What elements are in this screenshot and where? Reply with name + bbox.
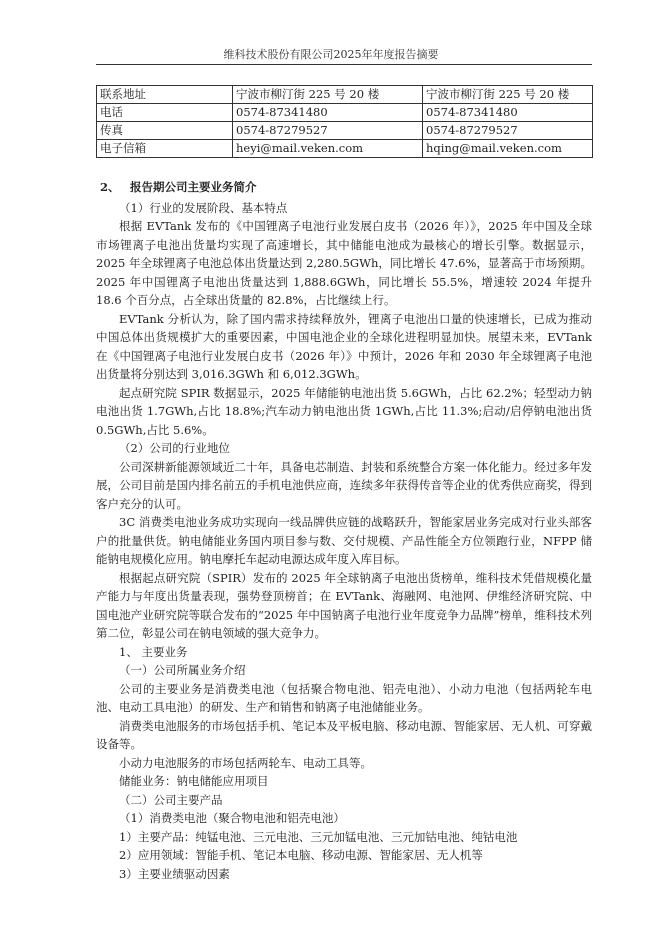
table-row xyxy=(97,140,593,158)
table-cell: 电话 xyxy=(97,104,233,122)
paragraph: 根据起点研究院（SPIR）发布的 2025 年全球钠离子电池出货榜单，维科技术凭借规模化量产能力与年度出货量表现，强势登顶榜首；在 EVTank、海融网、电池网、伊维经济研究院、中国电池产业研究院等联合发布的“2025 年中国钠离子电池行业年度竞争力品牌”榜单，维科技术列第二位，彰显公司在钠电领域的强大竞争力。 xyxy=(96,570,592,640)
paragraph: 公司深耕新能源领域近二十年，具备电芯制造、封装和系统整合方案一体化能力。经过多年发展，公司目前是国内排名前五的手机电池供应商，连续多年获得传音等企业的优秀供应商奖，得到客户充分的认可。 xyxy=(96,459,592,511)
table-cell: heyi@mail.veken.com xyxy=(233,140,423,158)
section-number: 2、 xyxy=(100,180,120,194)
paragraph: 起点研究院 SPIR 数据显示，2025 年储能钠电池出货 5.6GWh，占比 62.2%；轻型动力钠电池出货 1.7GWh,占比 18.8%;汽车动力钠电池出货 1GWh,占比 11.3%;启动/启停钠电池出货 0.5GWh,占比 5.6%。 xyxy=(96,385,592,437)
section-heading xyxy=(96,178,592,197)
subheading-main-business: 1、 主要业务 xyxy=(119,644,188,659)
table-cell: 0574-87279527 xyxy=(233,122,423,140)
paragraph: 公司的主要业务是消费类电池（包括聚合物电池、铝壳电池）、小动力电池（包括两轮车电池、电动工具电池）的研发、生产和销售和钠离子电池储能业务。 xyxy=(96,681,592,714)
table-cell: 0574-87279527 xyxy=(423,122,593,140)
list-item: 1）主要产品：纯锰电池、三元电池、三元加锰电池、三元加钴电池、纯钴电池 xyxy=(119,829,518,844)
paragraph: EVTank 分析认为，除了国内需求持续释放外，锂离子电池出口量的快速增长，已成为推动中国总体出货规模扩大的重要因素，中国电池企业的全球化进程明显加快。展望未来，EVTank 在《中国锂离子电池行业发展白皮书（2026 年）》中预计，2026 年和 2030 年全球锂离子电池出货量将分别达到 3,016.3GWh 和 6,012.3GWh。 xyxy=(96,311,592,381)
paragraph: 3C 消费类电池业务成功实现向一线品牌供应链的战略跃升，智能家居业务完成对行业头部客户的批量供货。钠电储能业务国内项目参与数、交付规模、产品性能全方位领跑行业，NFPP 储能钠电规模化应用。钠电摩托车起动电源达成年度入库目标。 xyxy=(96,515,592,566)
paragraph: 小动力电池服务的市场包括两轮车、电动工具等。 xyxy=(119,755,372,770)
table-cell: 0574-87341480 xyxy=(233,104,423,122)
subheading-products: （二）公司主要产品 xyxy=(119,792,223,807)
table-cell: 宁波市柳汀街 225 号 20 楼 xyxy=(233,86,423,104)
subheading-consumer-battery: （1）消费类电池（聚合物电池和铝壳电池） xyxy=(119,811,345,825)
subheading-business-intro: （一）公司所属业务介绍 xyxy=(119,663,246,677)
table-cell: hqing@mail.veken.com xyxy=(423,140,593,158)
table-cell: 传真 xyxy=(97,122,233,140)
table-cell: 0574-87341480 xyxy=(423,104,593,122)
paragraph: 根据 EVTank 发布的《中国锂离子电池行业发展白皮书（2026 年）》，2025 年中国及全球市场锂离子电池出货量均实现了高速增长，其中储能电池成为最核心的增长引擎。数据显示，2025 年全球锂离子电池总体出货量达到 2,280.5GWh，同比增长 47.6%，显著高于市场预期。2025 年中国锂离子电池出货量达到 1,888.6GWh，同比增长 55.5%，增速较 2024 年提升 18.6 个百分点，占全球出货量的 82.8%，占比继续上行。 xyxy=(96,219,592,307)
paragraph: 储能业务：钠电储能应用项目 xyxy=(119,774,269,788)
subheading-position: （2）公司的行业地位 xyxy=(119,441,230,455)
report-body xyxy=(96,178,592,883)
table-row xyxy=(97,122,593,140)
list-item: 2）应用领域：智能手机、笔记本电脑、移动电源、智能家居、无人机等 xyxy=(119,848,483,862)
table-row xyxy=(97,86,593,104)
paragraph: 消费类电池服务的市场包括手机、笔记本及平板电脑、移动电源、智能家居、无人机、可穿戴设备等。 xyxy=(96,718,592,751)
subheading-industry: （1）行业的发展阶段、基本特点 xyxy=(119,200,288,215)
page-header: 维科技术股份有限公司2025年年度报告摘要 xyxy=(223,48,439,61)
list-item: 3）主要业绩驱动因素 xyxy=(119,866,230,881)
table-cell: 联系地址 xyxy=(97,86,233,104)
header-divider xyxy=(96,64,592,65)
table-row xyxy=(97,104,593,122)
table-cell: 电子信箱 xyxy=(97,140,233,158)
contact-table xyxy=(96,85,593,158)
table-cell: 宁波市柳汀街 225 号 20 楼 xyxy=(423,86,593,104)
section-title: 报告期公司主要业务简介 xyxy=(130,180,257,194)
